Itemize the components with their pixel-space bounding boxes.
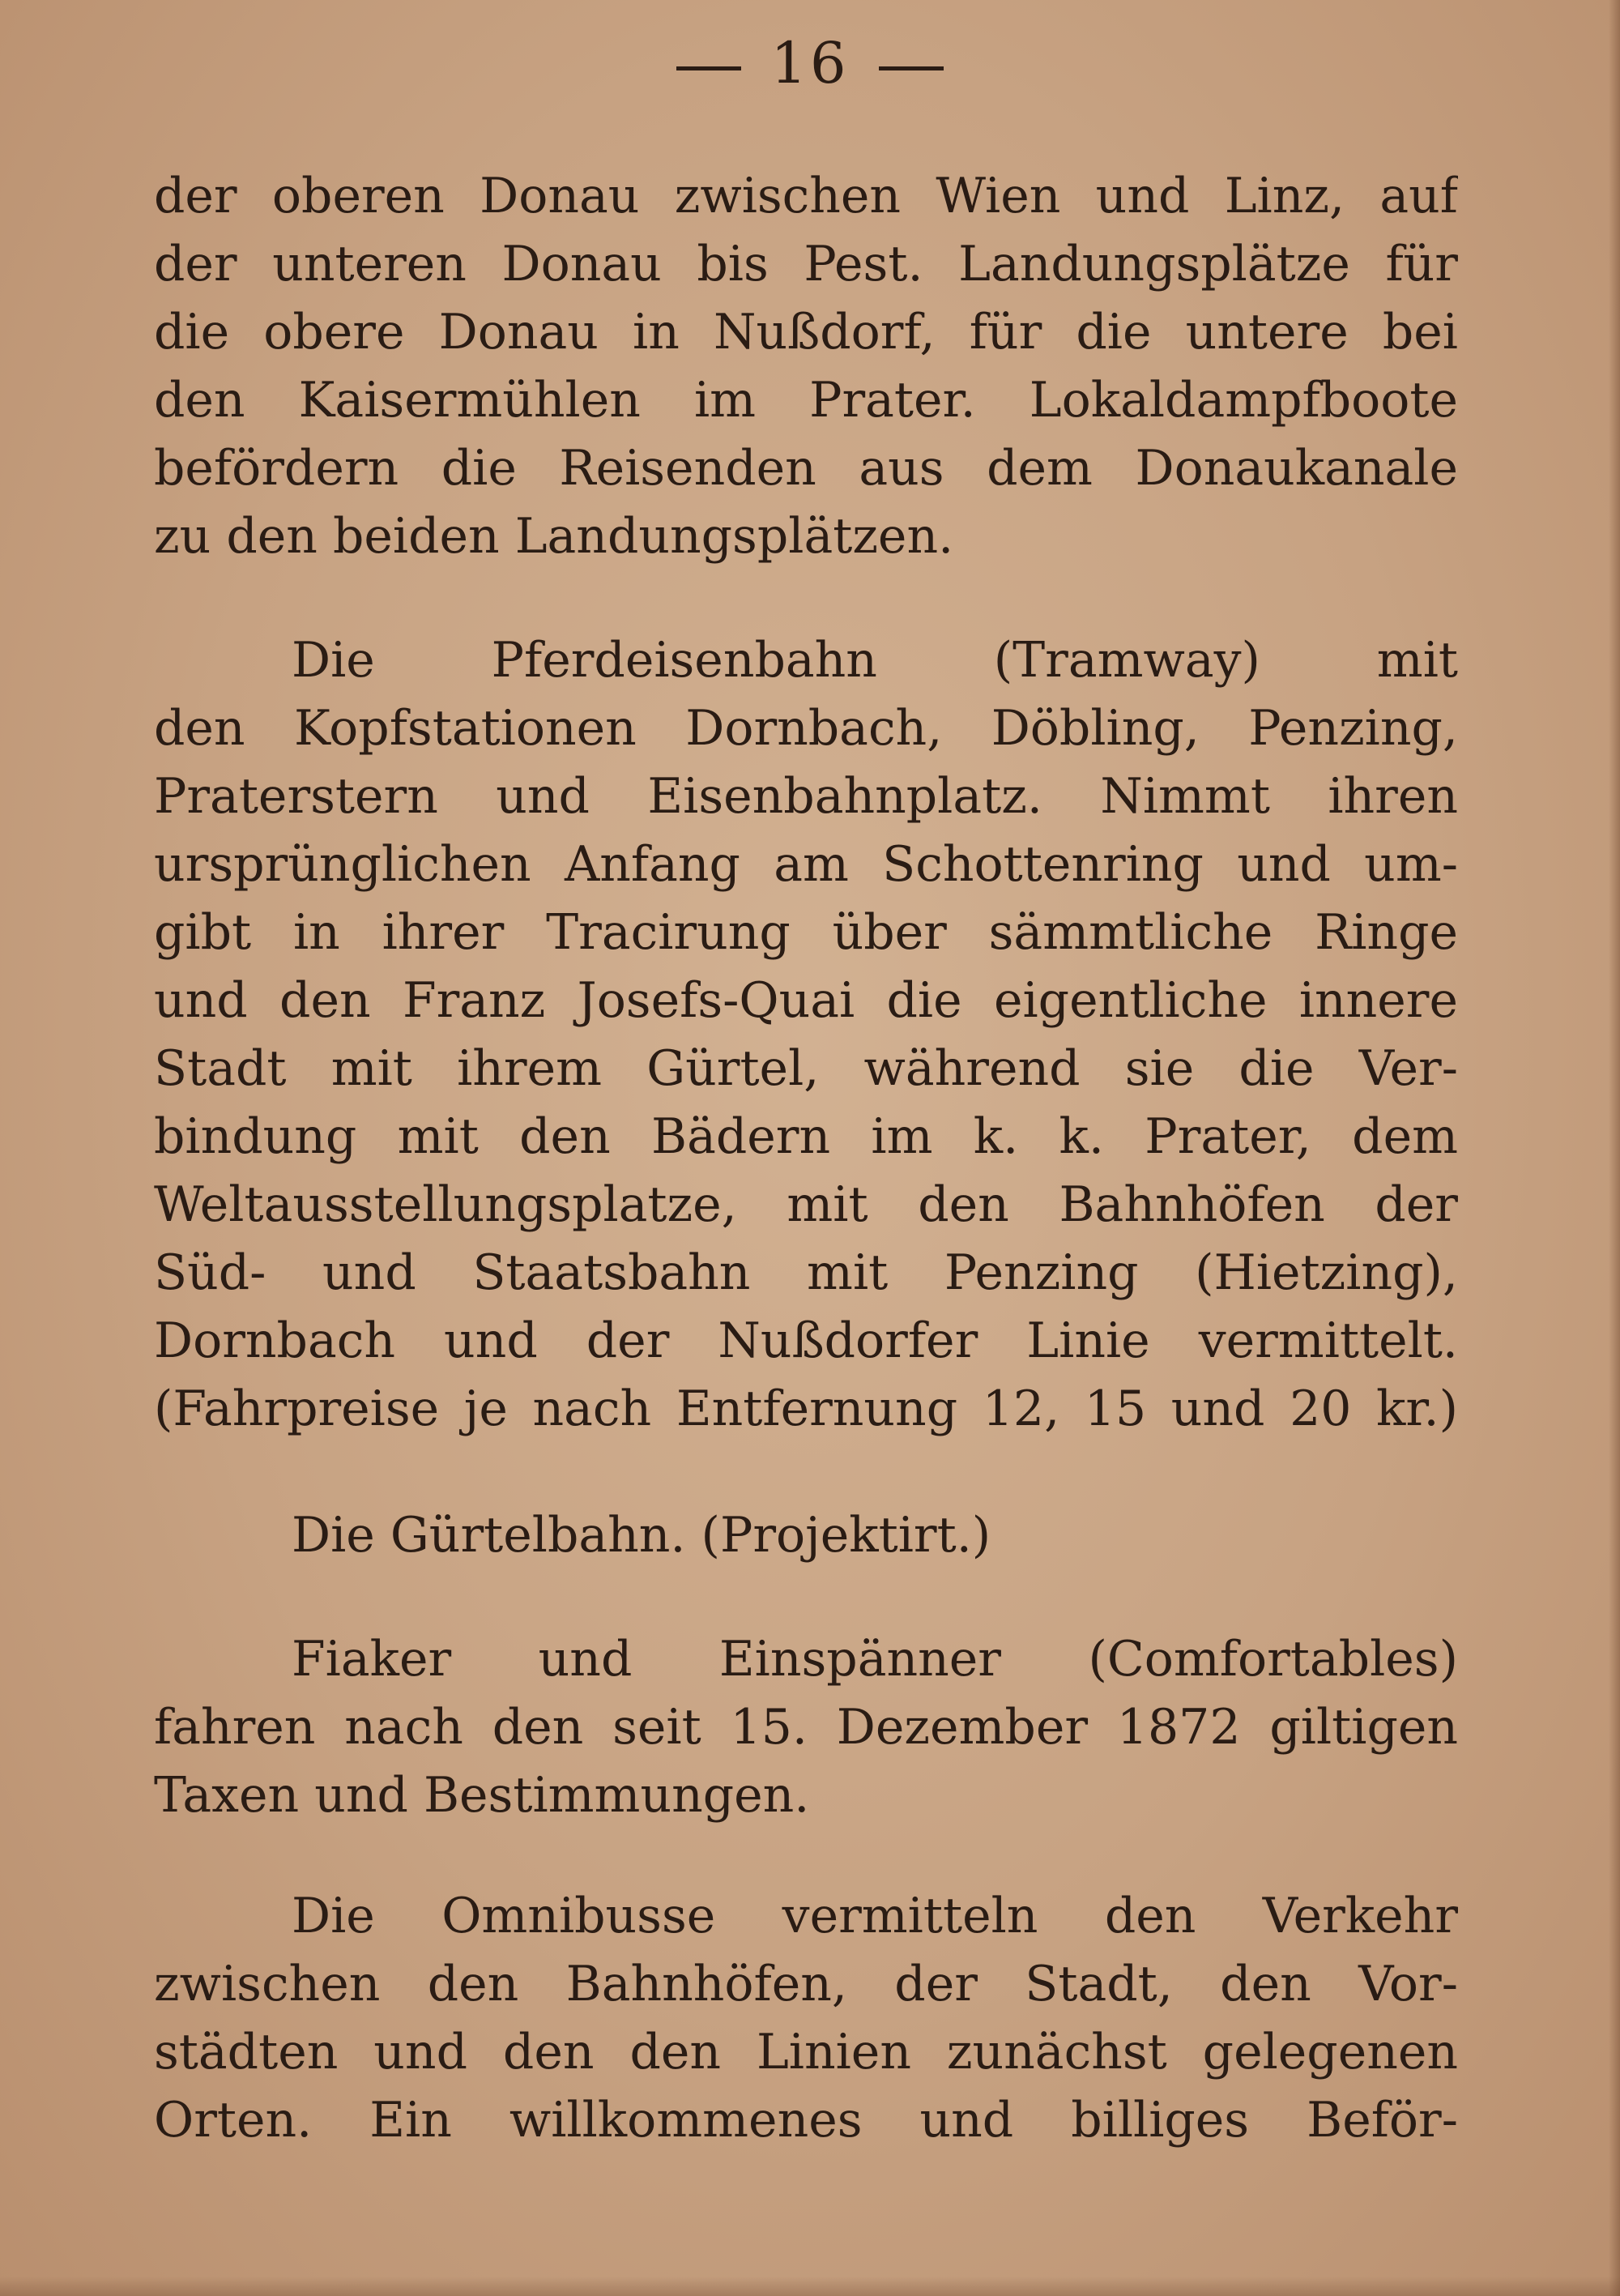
page-number-header [0,23,1620,104]
paragraph-horse-tramway [154,626,1458,1443]
text-line: den Kopfstationen Dornbach, Döbling, Penzing, [154,700,1458,757]
text-line: ursprünglichen Anfang am Schottenring und um- [154,836,1458,893]
text-line: Die Omnibusse vermitteln den Verkehr [292,1888,1458,1944]
text-line: Orten. Ein willkommenes und billiges Beför- [154,2092,1458,2149]
text-line: Fiaker und Einspänner (Comfortables) [292,1631,1458,1688]
paragraph-fiacres [154,1625,1458,1829]
paragraph-danube-steamers [154,162,1458,570]
text-line: Taxen und Bestimmungen. [154,1767,810,1824]
text-line: Dornbach und der Nußdorfer Linie vermittelt. [154,1312,1458,1369]
page-bottom-shadow [0,2277,1620,2296]
right-dash [879,66,944,70]
text-line: Praterstern und Eisenbahnplatz. Nimmt ihren [154,768,1458,825]
text-line: bindung mit den Bädern im k. k. Prater, dem [154,1108,1458,1165]
text-line: Die Gürtelbahn. (Projektirt.) [292,1507,991,1564]
text-line: und den Franz Josefs-Quai die eigentliche innere [154,972,1458,1029]
text-line: fahren nach den seit 15. Dezember 1872 giltigen [154,1699,1458,1756]
text-line: (Fahrpreise je nach Entfernung 12, 15 und 20 kr.) [154,1381,1458,1437]
page-edge-shadow [1609,0,1620,2296]
text-line: Süd- und Staatsbahn mit Penzing (Hietzing), [154,1244,1458,1301]
text-line: Die Pferdeisenbahn (Tramway) mit [292,632,1458,689]
text-line: Stadt mit ihrem Gürtel, während sie die Ver- [154,1040,1458,1097]
text-line: der oberen Donau zwischen Wien und Linz, auf [154,168,1458,224]
left-dash [676,66,741,70]
text-line: der unteren Donau bis Pest. Landungsplätze für [154,236,1458,292]
text-line: die obere Donau in Nußdorf, für die untere bei [154,304,1458,361]
text-line: gibt in ihrer Tracirung über sämmtliche Ringe [154,904,1458,961]
text-line: den Kaisermühlen im Prater. Lokaldampfboote [154,372,1458,429]
text-line: Weltausstellungsplatze, mit den Bahnhöfen der [154,1176,1458,1233]
paragraph-omnibuses [154,1882,1458,2154]
paragraph-belt-railway [154,1501,1458,1569]
text-line: städten und den den Linien zunächst gelegenen [154,2024,1458,2080]
text-line: zwischen den Bahnhöfen, der Stadt, den Vor- [154,1956,1458,2012]
page-number: 16 [770,30,850,96]
text-line: befördern die Reisenden aus dem Donaukanale [154,440,1458,497]
text-line: zu den beiden Landungsplätzen. [154,508,954,565]
